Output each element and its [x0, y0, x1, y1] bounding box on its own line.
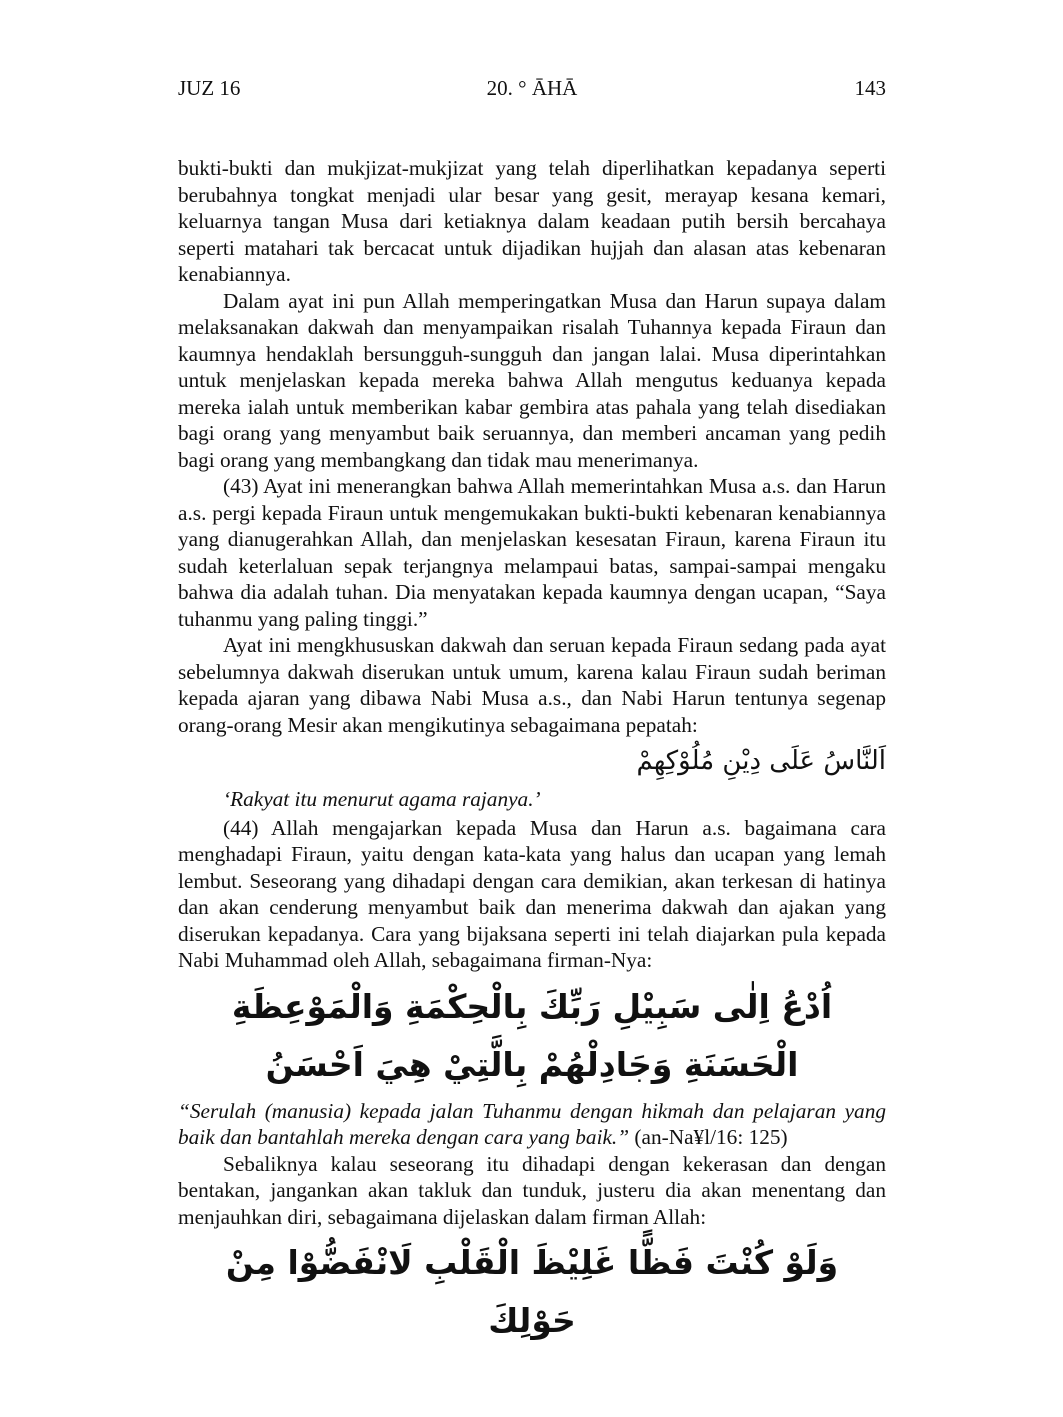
- paragraph-2: Dalam ayat ini pun Allah memperingatkan Musa dan Harun supaya dalam melaksanakan dakwah dan menyampaikan risalah Tuhannya kepada Firaun dan kaumnya hendaklah bersungguh-sungguh dan jangan lalai. Musa diperintahkan untuk menjelaskan kepada mereka bahwa Allah mengutus keduanya kepada mereka ialah untuk memberikan kabar gembira atas pahala yang telah disediakan bagi orang yang menyambut baik seruannya, dan memberi ancaman yang pedih bagi orang yang membangkang dan tidak mau menerimanya.: [178, 288, 886, 472]
- verse-1-translation: “Serulah (manusia) kepada jalan Tuhanmu dengan hikmah dan pelajaran yang baik dan bantahlah mereka dengan cara yang baik.”: [178, 1098, 886, 1149]
- paragraph-4: Ayat ini mengkhususkan dakwah dan seruan kepada Firaun sedang pada ayat sebelumnya dakwah diserukan untuk umum, karena kalau Firaun sudah beriman kepada ajaran yang dibawa Nabi Musa a.s., dan Nabi Harun tentunya segenap orang-orang Mesir akan mengikutinya sebagaimana pepatah:: [178, 633, 886, 737]
- surah-title: 20. ° ĀHĀ: [486, 76, 578, 100]
- verse-1-reference: (an-Na¥l/16: 125): [629, 1125, 788, 1149]
- arabic-proverb: اَلنَّاسُ عَلَى دِيْنِ مُلُوْكِهِمْ: [636, 746, 886, 776]
- page-number: 143: [854, 76, 886, 100]
- paragraph-5: (44) Allah mengajarkan kepada Musa dan Harun a.s. bagaimana cara menghadapi Firaun, yaitu dengan kata-kata yang halus dan ucapan yang lemah lembut. Seseorang yang dihadapi dengan cara demikian, akan terkesan di hatinya dan akan cenderung menyambut baik dan menerima dakwah dan ajakan yang diserukan kepadanya. Cara yang bijaksana seperti ini telah diajarkan pula kepada Nabi Muhammad oleh Allah, sebagaimana firman-Nya:: [178, 815, 886, 972]
- paragraph-1: bukti-bukti dan mukjizat-mukjizat yang telah diperlihatkan kepadanya seperti berubahnya tongkat menjadi ular besar yang gesit, merayap kesana kemari, keluarnya tangan Musa dari ketiaknya dalam keadaan putih bersih bercahaya seperti matahari tak bercacat untuk dijadikan hujjah dan alasan atas kebenaran kenabiannya.: [178, 156, 886, 286]
- paragraph-3: (43) Ayat ini menerangkan bahwa Allah memerintahkan Musa a.s. dan Harun a.s. pergi kepada Firaun untuk mengemukakan bukti-bukti kebenaran kenabiannya yang dianugerahkan Allah, dan menjelaskan kesesatan Firaun, karena Firaun itu sudah keterlaluan sepak terjangnya melampaui batas, sampai-sampai mengaku bahwa dia adalah tuhan. Dia menyatakan kepada kaumnya dengan ucapan, “Saya tuhanmu yang paling tinggi.”: [178, 474, 886, 631]
- verse-1-translation-block: [178, 1098, 886, 1151]
- proverb-translation: ‘Rakyat itu menurut agama rajanya.’: [223, 787, 541, 811]
- paragraph-6: Sebaliknya kalau seseorang itu dihadapi dengan kekerasan dan dengan bentakan, jangankan akan takluk dan tunduk, justeru dia akan menentang dan menjauhkan diri, sebagaimana dijelaskan dalam firman Allah:: [178, 1151, 886, 1229]
- page-header: [178, 74, 886, 104]
- arabic-verse-1: اُدْعُ اِلٰى سَبِيْلِ رَبِّكَ بِالْحِكْمَةِ وَالْمَوْعِظَةِ الْحَسَنَةِ وَجَادِلْهُمْ بِالَّتِيْ هِيَ اَحْسَنُ: [231, 986, 833, 1084]
- page-body: [178, 155, 886, 1354]
- juz-label: JUZ 16: [178, 76, 241, 100]
- arabic-verse-2: وَلَوْ كُنْتَ فَظًّا غَلِيْظَ الْقَلْبِ لَانْفَضُّوْا مِنْ حَوْلِكَ: [225, 1243, 839, 1340]
